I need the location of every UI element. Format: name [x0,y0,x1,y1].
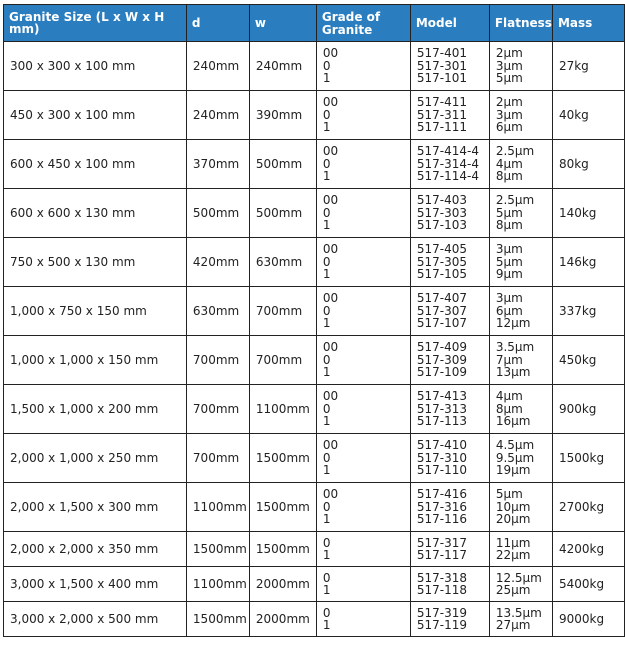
cell-flatness [489,140,552,189]
cell-model-value: 517-107 [416,316,467,331]
cell-flatness-value: 20µm [495,512,531,527]
cell-mass: 27kg [552,42,624,91]
cell-flatness [489,287,552,336]
cell-d: 630mm [186,287,249,336]
cell-flatness [489,567,552,602]
cell-grade-value: 00 [322,438,339,453]
table-row [4,42,625,91]
cell-model-value: 517-405 [416,242,467,257]
cell-model [410,483,489,532]
cell-size: 450 x 300 x 100 mm [4,91,187,140]
cell-model [410,336,489,385]
cell-grade [316,483,410,532]
cell-flatness-value: 12µm [495,316,531,331]
cell-mass: 140kg [552,189,624,238]
cell-grade-value: 00 [322,291,339,306]
cell-grade-value: 0 [322,156,331,171]
cell-grade-value: 00 [322,340,339,355]
cell-flatness-value: 3µm [495,107,523,122]
cell-model [410,42,489,91]
cell-mass: 2700kg [552,483,624,532]
cell-flatness-value: 19µm [495,463,531,478]
cell-w: 1500mm [249,434,316,483]
cell-mass: 40kg [552,91,624,140]
cell-size: 2,000 x 2,000 x 350 mm [4,532,187,567]
cell-grade-value: 1 [322,414,331,429]
cell-grade-value: 0 [322,570,331,585]
cell-grade [316,567,410,602]
header-size: Granite Size (L x W x H mm) [4,5,187,42]
table-row [4,434,625,483]
cell-flatness-value: 9.5µm [495,450,535,465]
cell-flatness-value: 8µm [495,218,523,233]
cell-flatness-value: 6µm [495,120,523,135]
cell-flatness-value: 3µm [495,58,523,73]
cell-model-value: 517-319 [416,605,467,620]
cell-model-value: 517-416 [416,487,467,502]
cell-size: 2,000 x 1,000 x 250 mm [4,434,187,483]
cell-size: 3,000 x 1,500 x 400 mm [4,567,187,602]
table-row [4,567,625,602]
cell-grade-value: 1 [322,71,331,86]
cell-d: 1100mm [186,567,249,602]
cell-size: 300 x 300 x 100 mm [4,42,187,91]
cell-model-value: 517-303 [416,205,467,220]
table-body [4,42,625,637]
cell-model [410,91,489,140]
cell-flatness-value: 5µm [495,205,523,220]
cell-grade-value: 0 [322,535,331,550]
cell-model-value: 517-109 [416,365,467,380]
cell-model-value: 517-110 [416,463,467,478]
cell-flatness-value: 22µm [495,548,531,562]
cell-d: 240mm [186,91,249,140]
cell-grade-value: 00 [322,193,339,208]
header-grade: Grade of Granite [316,5,410,42]
cell-grade [316,238,410,287]
cell-w: 500mm [249,189,316,238]
cell-size: 1,500 x 1,000 x 200 mm [4,385,187,434]
cell-flatness-value: 10µm [495,499,531,514]
cell-flatness-value: 2µm [495,95,523,110]
cell-mass: 900kg [552,385,624,434]
table-row [4,336,625,385]
cell-model [410,238,489,287]
cell-flatness-value: 27µm [495,618,531,632]
cell-model-value: 517-111 [416,120,467,135]
header-model: Model [410,5,489,42]
cell-model-value: 517-317 [416,535,467,550]
cell-grade-value: 0 [322,401,331,416]
cell-grade-value: 0 [322,352,331,367]
cell-model [410,287,489,336]
cell-flatness [489,42,552,91]
cell-grade-value: 0 [322,450,331,465]
granite-spec-table [3,4,625,637]
granite-table-container [3,4,625,637]
cell-model-value: 517-311 [416,107,467,122]
cell-flatness-value: 8µm [495,169,523,184]
cell-mass: 450kg [552,336,624,385]
cell-w: 2000mm [249,567,316,602]
cell-size: 1,000 x 1,000 x 150 mm [4,336,187,385]
header-d: d [186,5,249,42]
cell-grade-value: 1 [322,218,331,233]
cell-grade-value: 1 [322,548,331,562]
cell-flatness-value: 4µm [495,156,523,171]
cell-model [410,602,489,637]
cell-model-value: 517-118 [416,583,467,597]
cell-grade-value: 1 [322,583,331,597]
cell-flatness-value: 16µm [495,414,531,429]
cell-grade-value: 00 [322,46,339,61]
cell-grade-value: 1 [322,169,331,184]
cell-flatness-value: 4.5µm [495,438,535,453]
cell-model [410,385,489,434]
table-row [4,238,625,287]
cell-model-value: 517-305 [416,254,467,269]
cell-size: 750 x 500 x 130 mm [4,238,187,287]
cell-grade-value: 00 [322,487,339,502]
cell-flatness [489,189,552,238]
cell-model [410,434,489,483]
cell-w: 700mm [249,336,316,385]
cell-flatness [489,336,552,385]
cell-w: 240mm [249,42,316,91]
cell-grade-value: 1 [322,512,331,527]
cell-model [410,567,489,602]
cell-flatness [489,91,552,140]
cell-d: 700mm [186,336,249,385]
cell-model-value: 517-313 [416,401,467,416]
cell-flatness [489,532,552,567]
cell-mass: 9000kg [552,602,624,637]
cell-model-value: 517-119 [416,618,467,632]
cell-flatness [489,602,552,637]
cell-grade-value: 1 [322,463,331,478]
cell-model-value: 517-316 [416,499,467,514]
cell-grade-value: 0 [322,58,331,73]
cell-flatness-value: 9µm [495,267,523,282]
cell-model-value: 517-116 [416,512,467,527]
cell-grade [316,42,410,91]
cell-model-value: 517-413 [416,389,467,404]
cell-model-value: 517-105 [416,267,467,282]
cell-grade-value: 0 [322,605,331,620]
cell-w: 390mm [249,91,316,140]
cell-mass: 1500kg [552,434,624,483]
table-row [4,385,625,434]
cell-flatness-value: 13µm [495,365,531,380]
cell-model-value: 517-113 [416,414,467,429]
cell-grade-value: 0 [322,254,331,269]
table-row [4,91,625,140]
cell-flatness-value: 13.5µm [495,605,542,620]
cell-w: 1100mm [249,385,316,434]
cell-d: 1100mm [186,483,249,532]
cell-size: 600 x 600 x 130 mm [4,189,187,238]
cell-flatness-value: 6µm [495,303,523,318]
table-row [4,140,625,189]
header-w: w [249,5,316,42]
cell-flatness-value: 2µm [495,46,523,61]
cell-grade [316,140,410,189]
cell-flatness-value: 3.5µm [495,340,535,355]
cell-model-value: 517-301 [416,58,467,73]
cell-flatness-value: 12.5µm [495,570,542,585]
cell-flatness-value: 5µm [495,487,523,502]
cell-d: 700mm [186,385,249,434]
table-row [4,483,625,532]
cell-grade-value: 1 [322,316,331,331]
table-row [4,287,625,336]
cell-flatness [489,483,552,532]
cell-model-value: 517-407 [416,291,467,306]
cell-grade [316,336,410,385]
cell-model [410,140,489,189]
cell-model-value: 517-410 [416,438,467,453]
table-row [4,532,625,567]
cell-model [410,532,489,567]
cell-model-value: 517-310 [416,450,467,465]
cell-grade [316,91,410,140]
cell-flatness-value: 5µm [495,254,523,269]
cell-d: 370mm [186,140,249,189]
cell-model-value: 517-103 [416,218,467,233]
cell-grade-value: 0 [322,499,331,514]
table-row [4,602,625,637]
cell-grade-value: 1 [322,120,331,135]
cell-flatness-value: 4µm [495,389,523,404]
header-mass: Mass [552,5,624,42]
cell-model-value: 517-309 [416,352,467,367]
cell-d: 1500mm [186,532,249,567]
cell-flatness-value: 3µm [495,291,523,306]
cell-model-value: 517-401 [416,46,467,61]
cell-mass: 5400kg [552,567,624,602]
cell-grade-value: 0 [322,303,331,318]
cell-flatness [489,434,552,483]
cell-grade-value: 00 [322,389,339,404]
cell-model-value: 517-409 [416,340,467,355]
cell-grade-value: 00 [322,242,339,257]
cell-grade [316,532,410,567]
cell-model [410,189,489,238]
cell-grade [316,602,410,637]
cell-flatness-value: 8µm [495,401,523,416]
cell-d: 500mm [186,189,249,238]
cell-model-value: 517-314-4 [416,156,479,171]
cell-grade [316,385,410,434]
cell-flatness-value: 7µm [495,352,523,367]
cell-w: 500mm [249,140,316,189]
cell-model-value: 517-101 [416,71,467,86]
cell-flatness-value: 11µm [495,535,531,550]
cell-d: 240mm [186,42,249,91]
cell-grade-value: 00 [322,95,339,110]
cell-grade-value: 1 [322,365,331,380]
cell-flatness-value: 2.5µm [495,144,535,159]
cell-flatness-value: 2.5µm [495,193,535,208]
cell-flatness [489,238,552,287]
cell-grade-value: 0 [322,107,331,122]
cell-grade-value: 1 [322,267,331,282]
cell-size: 2,000 x 1,500 x 300 mm [4,483,187,532]
cell-flatness [489,385,552,434]
cell-model-value: 517-318 [416,570,467,585]
header-row [4,5,625,42]
cell-size: 1,000 x 750 x 150 mm [4,287,187,336]
cell-flatness-value: 25µm [495,583,531,597]
cell-flatness-value: 3µm [495,242,523,257]
cell-model-value: 517-114-4 [416,169,479,184]
cell-grade-value: 0 [322,205,331,220]
cell-grade-value: 00 [322,144,339,159]
header-flatness: Flatness [489,5,552,42]
cell-flatness-value: 5µm [495,71,523,86]
cell-mass: 4200kg [552,532,624,567]
cell-model-value: 517-117 [416,548,467,562]
cell-mass: 80kg [552,140,624,189]
cell-w: 700mm [249,287,316,336]
cell-w: 1500mm [249,483,316,532]
cell-model-value: 517-307 [416,303,467,318]
cell-grade [316,287,410,336]
cell-grade [316,434,410,483]
cell-w: 1500mm [249,532,316,567]
cell-model-value: 517-411 [416,95,467,110]
cell-mass: 146kg [552,238,624,287]
cell-model-value: 517-403 [416,193,467,208]
cell-model-value: 517-414-4 [416,144,479,159]
table-row [4,189,625,238]
cell-w: 630mm [249,238,316,287]
cell-grade [316,189,410,238]
cell-d: 1500mm [186,602,249,637]
cell-d: 700mm [186,434,249,483]
cell-d: 420mm [186,238,249,287]
cell-size: 3,000 x 2,000 x 500 mm [4,602,187,637]
cell-size: 600 x 450 x 100 mm [4,140,187,189]
cell-grade-value: 1 [322,618,331,632]
cell-w: 2000mm [249,602,316,637]
cell-mass: 337kg [552,287,624,336]
